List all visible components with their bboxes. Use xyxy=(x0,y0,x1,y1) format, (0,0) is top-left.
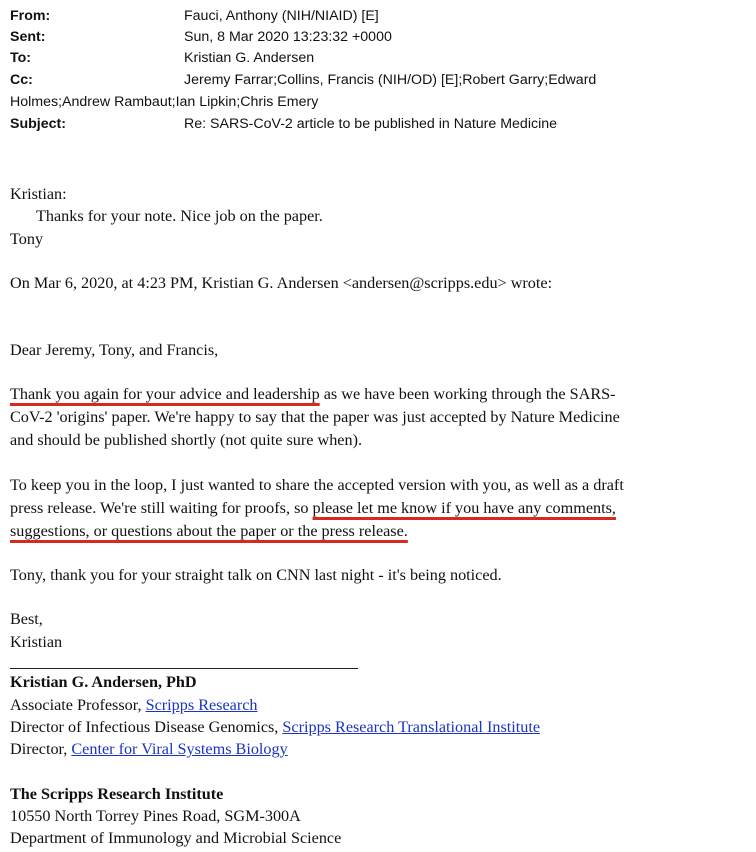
signature-address-1: 10550 North Torrey Pines Road, SGM-300A xyxy=(10,807,301,825)
translational-institute-link[interactable]: Scripps Research Translational Institute xyxy=(282,718,541,736)
to-value: Kristian G. Andersen xyxy=(184,50,315,66)
quote-salutation: Dear Jeremy, Tony, and Francis, xyxy=(10,341,219,359)
text: Director of Infectious Disease Genomics, xyxy=(10,718,283,736)
signature-line-1 xyxy=(10,696,258,715)
sent-label: Sent: xyxy=(10,29,46,45)
quote-paragraph-2-line-3 xyxy=(10,522,408,541)
highlighted-text: suggestions, or questions about the paper or the press release. xyxy=(10,522,408,540)
highlighted-text: Thank you again for your advice and leadership xyxy=(10,385,320,403)
to-label: To: xyxy=(10,50,32,66)
quote-paragraph-2-line-2 xyxy=(10,499,616,518)
signature-line-2 xyxy=(10,718,540,737)
cc-label: Cc: xyxy=(10,72,33,88)
reply-body: Thanks for your note. Nice job on the paper. xyxy=(36,207,323,225)
from-label: From: xyxy=(10,8,51,24)
quote-paragraph-1-line-2: CoV-2 'origins' paper. We're happy to say that the paper was just accepted by Nature Medicine xyxy=(10,408,620,426)
subject-label: Subject: xyxy=(10,116,66,132)
text: Associate Professor, xyxy=(10,696,146,714)
quote-paragraph-1-line-1 xyxy=(10,385,616,404)
signature-line-3 xyxy=(10,740,288,759)
from-value: Fauci, Anthony (NIH/NIAID) [E] xyxy=(184,8,379,24)
email-header xyxy=(10,6,750,136)
subject-value: Re: SARS-CoV-2 article to be published in Nature Medicine xyxy=(184,116,558,132)
cc-value-line1: Jeremy Farrar;Collins, Francis (NIH/OD) [E];Robert Garry;Edward xyxy=(184,72,597,88)
reply-signoff: Tony xyxy=(10,230,44,248)
signature-name: Kristian G. Andersen, PhD xyxy=(10,673,197,691)
quote-paragraph-3: Tony, thank you for your straight talk on CNN last night - it's being noticed. xyxy=(10,566,502,584)
highlighted-text: please let me know if you have any comments, xyxy=(312,499,616,517)
quote-paragraph-2-line-1: To keep you in the loop, I just wanted to share the accepted version with you, as well as a draft xyxy=(10,476,624,494)
reply-greeting: Kristian: xyxy=(10,185,67,203)
viral-systems-biology-link[interactable]: Center for Viral Systems Biology xyxy=(71,740,288,758)
text: Director, xyxy=(10,740,72,758)
scripps-research-link[interactable]: Scripps Research xyxy=(145,696,258,714)
signature-address-2: Department of Immunology and Microbial Science xyxy=(10,829,342,847)
text: as we have been working through the SARS- xyxy=(319,385,616,403)
text: press release. We're still waiting for proofs, so xyxy=(10,499,313,517)
cc-value-line2: Holmes;Andrew Rambaut;Ian Lipkin;Chris Emery xyxy=(10,94,319,110)
sent-value: Sun, 8 Mar 2020 13:23:32 +0000 xyxy=(184,29,392,45)
quote-closing-name: Kristian xyxy=(10,633,63,651)
signature-divider xyxy=(10,668,358,669)
quote-closing: Best, xyxy=(10,610,43,628)
quote-paragraph-1-line-3: and should be published shortly (not quite sure when). xyxy=(10,431,363,449)
quote-attribution: On Mar 6, 2020, at 4:23 PM, Kristian G. Andersen <andersen@scripps.edu> wrote: xyxy=(10,274,553,292)
signature-org: The Scripps Research Institute xyxy=(10,785,224,803)
